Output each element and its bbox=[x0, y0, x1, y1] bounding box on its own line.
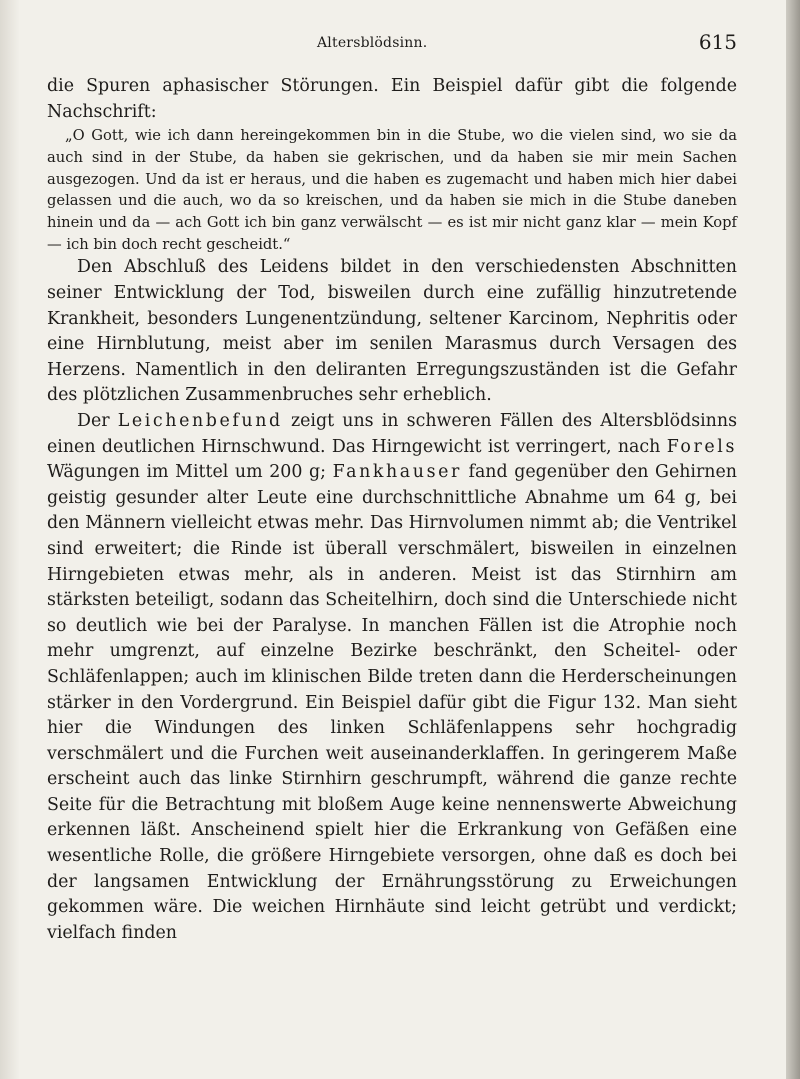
scan-shadow-right bbox=[786, 0, 800, 1079]
paragraph-3 bbox=[47, 409, 737, 946]
page-header bbox=[47, 30, 737, 60]
page-body bbox=[47, 74, 737, 946]
text-run: zeigt uns in schweren Fällen des Altersblödsinns einen deutlichen Hirnschwund. Das Hirngewicht ist verringert, nach bbox=[47, 410, 738, 457]
paragraph-2: Den Abschluß des Leidens bildet in den verschiedensten Abschnitten seiner Entwicklung der Tod, bisweilen durch eine zufällig hinzutretende Krankheit, besonders Lungenentzündung, seltener Karcinom, Nephritis oder eine Hirnblutung, meist aber im senilen Marasmus durch Versagen des Herzens. Namentlich in den deliranten Erregungszuständen ist die Gefahr des plötzlichen Zusammenbruches sehr erheblich. bbox=[47, 257, 737, 406]
scan-shadow-left bbox=[0, 0, 20, 1079]
text-run: fand gegenüber den Gehirnen geistig gesunder alter Leute eine durchschnittliche Abnahme um 64 g, bei den Männern vielleicht etwas mehr. Das Hirnvolumen nimmt ab; die Ventrikel sind erweitert; die Rinde ist überall verschmälert, bisweilen in einzelnen Hirngebieten etwas mehr, als in anderen. Meist ist das Stirnhirn am stärksten beteiligt, sodann das Scheitelhirn, doch sind die Unterschiede nicht so deutlich wie bei der Paralyse. In manchen Fällen ist die Atrophie noch mehr umgrenzt, auf einzelne Bezirke beschränkt, den Scheitel- oder Schläfenlappen; auch im klinischen Bilde treten dann die Herderscheinungen stärker in den Vordergrund. Ein Beispiel dafür gibt die Figur 132. Man sieht hier die Windungen des linken Schläfenlappens sehr hochgradig verschmälert und die Furchen weit auseinanderklaffen. In geringerem Maße erscheint auch das linke Stirnhirn geschrumpft, während die ganze rechte Seite für die Betrachtung mit bloßem Auge keine nennenswerte Abweichung erkennen läßt. Anscheinend spielt hier die Erkrankung von Gefäßen eine wesentliche Rolle, die größere Hirngebiete versorgen, ohne daß es doch bei der langsamen Entwicklung der Ernährungsstörung zu Erweichungen gekommen wäre. Die weichen Hirnhäute sind leicht getrübt und verdickt; vielfach finden bbox=[47, 462, 737, 943]
author-name: Fankhauser bbox=[332, 462, 462, 483]
book-page bbox=[47, 30, 737, 946]
emphasized-term: Leichenbefund bbox=[117, 410, 283, 431]
text-run: Der bbox=[77, 410, 118, 431]
text-run: Wägungen im Mittel um 200 g; bbox=[47, 462, 333, 483]
paragraph-1: die Spuren aphasischer Störungen. Ein Beispiel dafür gibt die folgende Nachschrift: bbox=[47, 76, 737, 122]
quoted-transcript: „O Gott, wie ich dann hereingekommen bin in die Stube, wo die vielen sind, wo sie da auch sind in der Stube, da haben sie gekrischen, und da haben sie mir mein Sachen ausgezogen. Und da ist er heraus, und die haben es zugemacht und haben mich hier dabei gelassen und die auch, wo da so kreischen, und da haben sie mich in die Stube daneben hinein und da — ach Gott ich bin ganz verwälscht — es ist mir nicht ganz klar — mein Kopf — ich bin doch recht gescheidt.“ bbox=[47, 127, 737, 253]
page-number: 615 bbox=[698, 30, 737, 54]
running-title: Altersblödsinn. bbox=[317, 35, 428, 51]
author-name: Forels bbox=[666, 436, 737, 457]
